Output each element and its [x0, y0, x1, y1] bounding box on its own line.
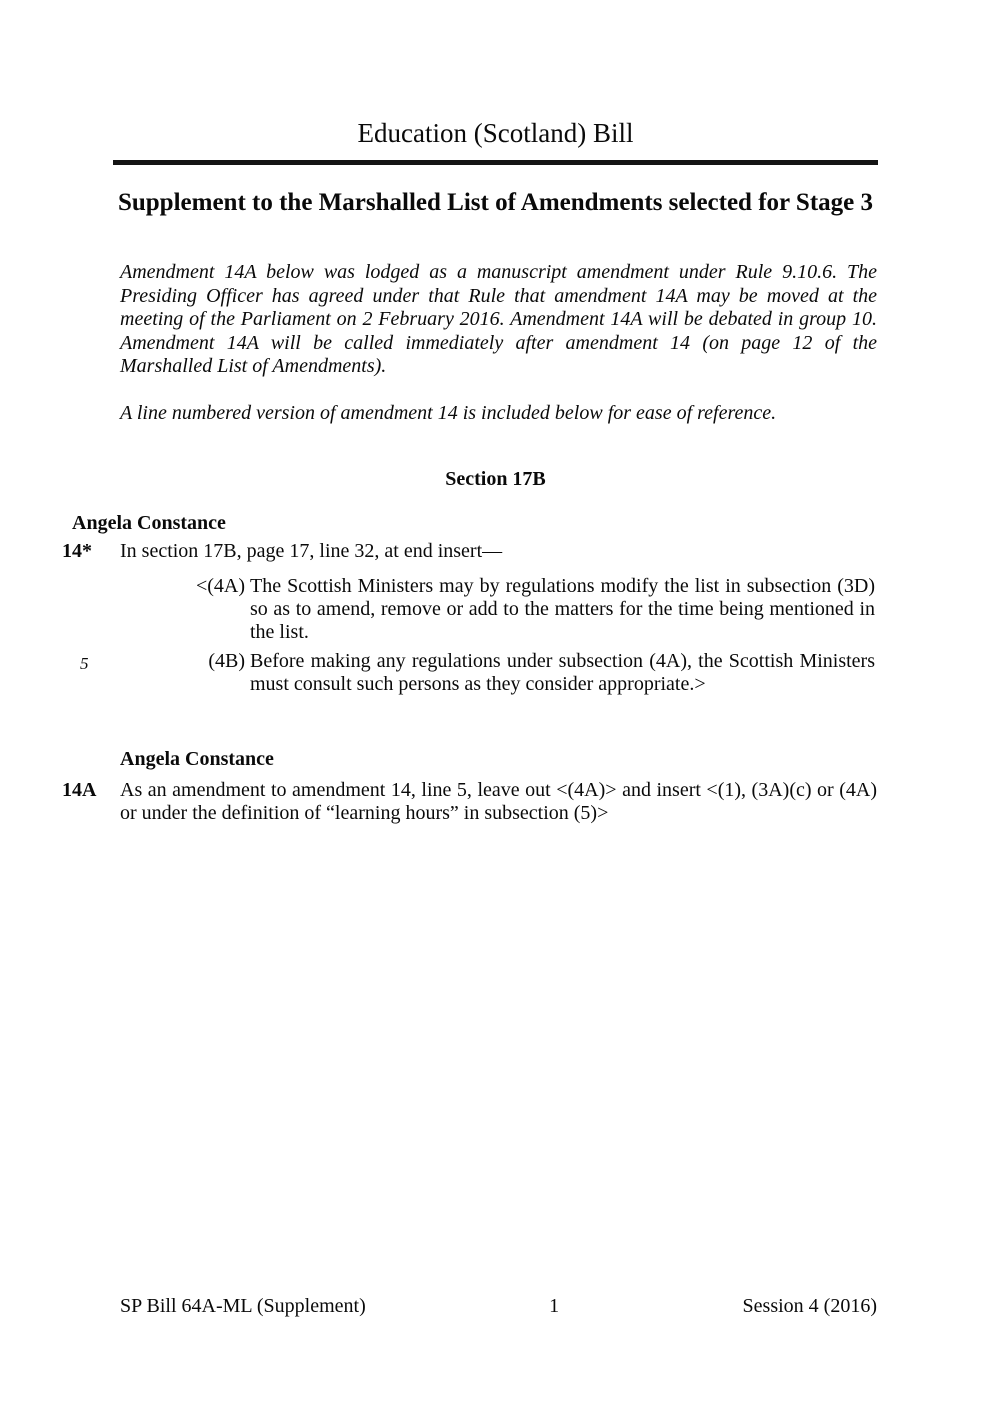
- section-heading: Section 17B: [445, 468, 546, 490]
- amendment-number: 14A: [62, 779, 97, 801]
- subsection-text: The Scottish Ministers may by regulations modify the list in subsection (3D) so as to amend, remove or add to the matters for the time being mentioned in the list.: [250, 575, 875, 643]
- intro-paragraph: Amendment 14A below was lodged as a manuscript amendment under Rule 9.10.6. The Presiding Officer has agreed under that Rule that amendment 14A may be moved at the meeting of the Parliament on 2 February 2016. Amendment 14A will be debated in group 10. Amendment 14A will be called immediately after amendment 14 (on page 12 of the Marshalled List of Amendments).: [120, 261, 877, 377]
- subsection-label: <(4A): [195, 575, 245, 597]
- subsection-4a: [195, 575, 875, 644]
- amendment-number: 14*: [62, 540, 92, 562]
- title-divider: [113, 160, 878, 165]
- amendment-instruction: In section 17B, page 17, line 32, at end insert—: [120, 540, 503, 562]
- subsection-text: Before making any regulations under subsection (4A), the Scottish Ministers must consult such persons as they consider appropriate.>: [250, 650, 875, 695]
- amendment-instruction: As an amendment to amendment 14, line 5, leave out <(4A)> and insert <(1), (3A)(c) or (4A) or under the definition of “learning hours” in subsection (5)>: [120, 779, 877, 824]
- page-footer: [120, 1294, 877, 1318]
- sponsor-name: Angela Constance: [72, 512, 226, 534]
- sponsor-name: Angela Constance: [120, 748, 274, 770]
- footer-page-number: 1: [549, 1295, 560, 1317]
- subsection-label: (4B): [208, 650, 245, 672]
- amendment-14: [62, 540, 877, 563]
- bill-title: Education (Scotland) Bill: [357, 118, 634, 148]
- document-heading: Supplement to the Marshalled List of Amendments selected for Stage 3: [117, 189, 874, 216]
- line-number: 5: [80, 654, 89, 673]
- subsection-4b: [80, 650, 875, 696]
- footer-bill-reference: SP Bill 64A-ML (Supplement): [120, 1295, 366, 1317]
- intro-note: A line numbered version of amendment 14 is included below for ease of reference.: [120, 401, 777, 424]
- amendment-14a: [62, 779, 877, 825]
- footer-session: Session 4 (2016): [742, 1295, 877, 1317]
